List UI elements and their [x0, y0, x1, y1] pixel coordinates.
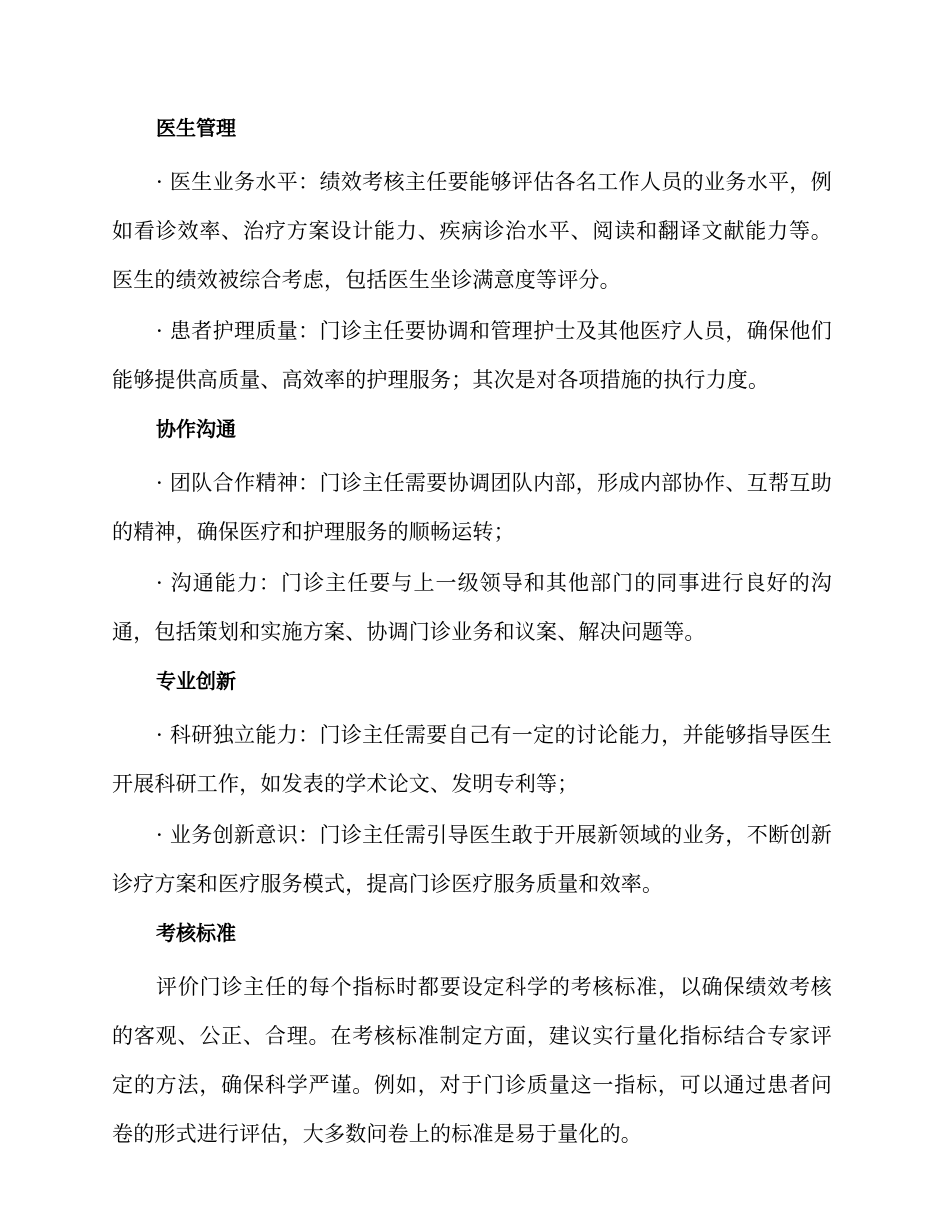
section-heading-collaboration: 协作沟通	[156, 417, 236, 441]
section-heading-doctor-management: 医生管理	[156, 116, 236, 140]
paragraph-doctor-skill-level: · 医生业务水平：绩效考核主任要能够评估各名工作人员的业务水平，例如看诊效率、治疗方案设计能力、疾病诊治水平、阅读和翻译文献能力等。医生的绩效被综合考虑，包括医生坐诊满意度等评分。	[112, 170, 832, 292]
paragraph-communication-ability: · 沟通能力：门诊主任要与上一级领导和其他部门的同事进行良好的沟通，包括策划和实施方案、协调门诊业务和议案、解决问题等。	[112, 571, 832, 644]
section-heading-professional-innovation: 专业创新	[156, 669, 236, 693]
paragraph-teamwork-spirit: · 团队合作精神：门诊主任需要协调团队内部，形成内部协作、互帮互助的精神，确保医疗和护理服务的顺畅运转；	[112, 471, 832, 544]
section-heading-assessment-standards: 考核标准	[156, 921, 236, 945]
paragraph-assessment-standards: 评价门诊主任的每个指标时都要设定科学的考核标准，以确保绩效考核的客观、公正、合理。在考核标准制定方面，建议实行量化指标结合专家评定的方法，确保科学严谨。例如，对于门诊质量这一指标，可以通过患者问卷的形式进行评估，大多数问卷上的标准是易于量化的。	[112, 975, 832, 1146]
paragraph-research-ability: · 科研独立能力：门诊主任需要自己有一定的讨论能力，并能够指导医生开展科研工作，如发表的学术论文、发明专利等；	[112, 723, 832, 796]
paragraph-patient-care-quality: · 患者护理质量：门诊主任要协调和管理护士及其他医疗人员，确保他们能够提供高质量、高效率的护理服务；其次是对各项措施的执行力度。	[112, 319, 832, 392]
document-body	[112, 106, 832, 1159]
paragraph-innovation-awareness: · 业务创新意识：门诊主任需引导医生敢于开展新领域的业务，不断创新诊疗方案和医疗服务模式，提高门诊医疗服务质量和效率。	[112, 823, 832, 896]
